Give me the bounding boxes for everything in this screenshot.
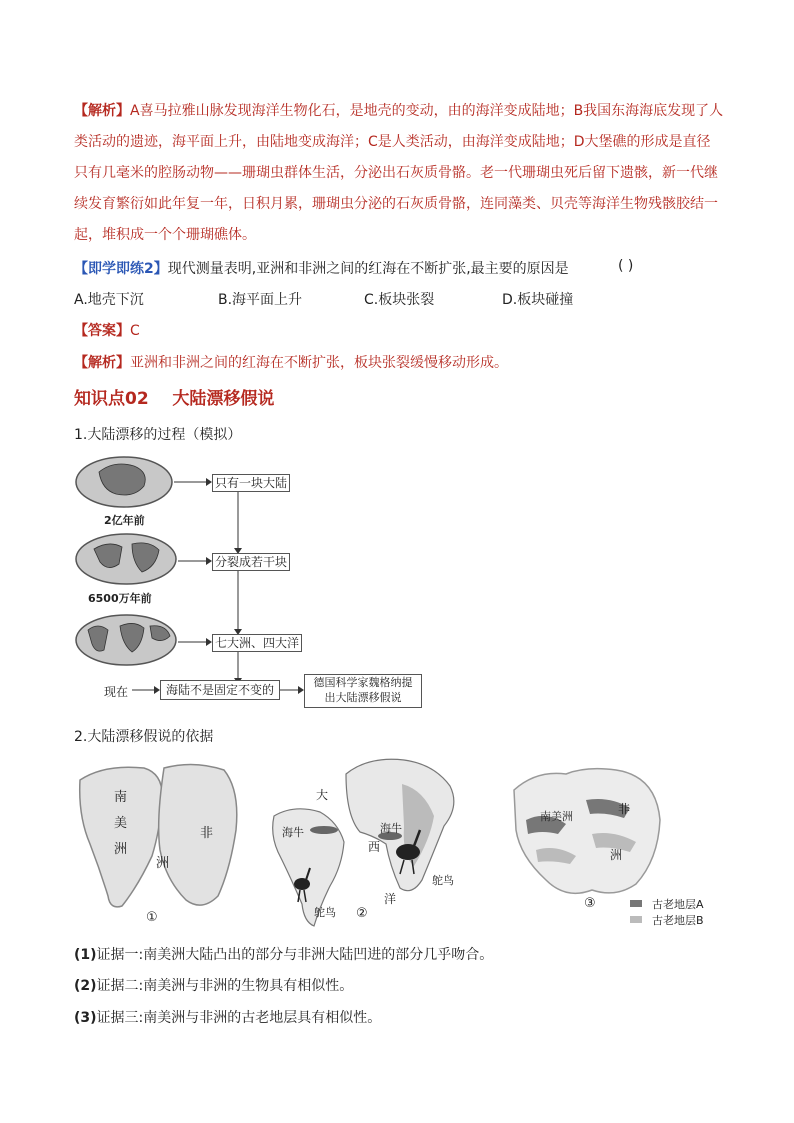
option-a: A.地壳下沉 bbox=[74, 292, 144, 308]
map-2-biology-evidence bbox=[264, 756, 464, 932]
evidence-1-text: 证据一:南美洲大陆凸出的部分与非洲大陆凹进的部分几乎吻合。 bbox=[96, 947, 494, 963]
map3-sa-label: 南美洲 bbox=[540, 810, 573, 823]
evidence-1-num: (1) bbox=[74, 947, 97, 963]
evidence-2-num: (2) bbox=[74, 978, 97, 994]
option-b: B.海平面上升 bbox=[218, 292, 303, 308]
item1-title: 1.大陆漂移的过程（模拟） bbox=[74, 427, 242, 443]
analysis-paragraph-1 bbox=[74, 96, 724, 251]
map-3-strata-evidence bbox=[506, 760, 720, 932]
wegener-line-2: 出大陆漂移假说 bbox=[324, 691, 402, 704]
map2-number: ② bbox=[356, 906, 368, 921]
analysis-tag-2: 【解析】 bbox=[74, 355, 130, 371]
map1-sa-char-2: 美 bbox=[114, 816, 128, 831]
analysis-tag: 【解析】 bbox=[74, 103, 130, 119]
evidence-1 bbox=[74, 944, 493, 964]
evidence-2 bbox=[74, 975, 353, 995]
manatee-left-icon bbox=[310, 826, 338, 834]
map1-sa-char-1: 南 bbox=[114, 790, 128, 805]
map2-ocean-char-1: 大 bbox=[316, 788, 329, 802]
map2-manatee-left-label: 海牛 bbox=[282, 826, 304, 839]
section-heading: 知识点02 大陆漂移假说 bbox=[74, 389, 275, 409]
legend-a-swatch bbox=[630, 900, 642, 907]
map2-ostrich-left-label: 鸵鸟 bbox=[314, 906, 336, 919]
legend-b-swatch bbox=[630, 916, 642, 923]
practice-question bbox=[74, 258, 724, 278]
evidence-3-num: (3) bbox=[74, 1010, 97, 1026]
answer-value: C bbox=[130, 323, 140, 339]
globe-1-label: 2亿年前 bbox=[104, 514, 145, 527]
box-seven-continents: 七大洲、四大洋 bbox=[212, 634, 302, 652]
map3-af-char-2: 洲 bbox=[610, 848, 623, 862]
map2-ocean-char-2: 西 bbox=[368, 840, 381, 854]
now-label: 现在 bbox=[104, 685, 129, 699]
drift-process-diagram bbox=[74, 452, 434, 712]
legend-b-label: 古老地层B bbox=[652, 914, 704, 927]
map1-sa-char-3: 洲 bbox=[114, 842, 128, 857]
map3-number: ③ bbox=[584, 896, 596, 911]
box-split: 分裂成若干块 bbox=[212, 553, 290, 571]
map2-manatee-right-label: 海牛 bbox=[380, 822, 402, 835]
analysis-text-2: 亚洲和非洲之间的红海在不断扩张，板块张裂缓慢移动形成。 bbox=[130, 355, 508, 371]
answer-line bbox=[74, 320, 140, 340]
map3-af-char-1: 非 bbox=[618, 802, 631, 816]
practice-tag: 【即学即练2】 bbox=[74, 261, 168, 277]
globe-present-icon bbox=[76, 615, 176, 665]
box-one-continent: 只有一块大陆 bbox=[212, 474, 290, 492]
item2-title: 2.大陆漂移假说的依据 bbox=[74, 729, 214, 745]
map-1-svg bbox=[74, 760, 244, 930]
option-d: D.板块碰撞 bbox=[502, 292, 574, 308]
map2-ostrich-right-label: 鸵鸟 bbox=[432, 874, 454, 887]
evidence-2-text: 证据二:南美洲与非洲的生物具有相似性。 bbox=[96, 978, 354, 994]
wegener-line-1: 德国科学家魏格纳提 bbox=[313, 676, 413, 689]
map2-ocean-char-3: 洋 bbox=[384, 892, 397, 906]
map1-af-char-1: 非 bbox=[200, 826, 214, 841]
globe-200m-icon bbox=[76, 457, 172, 507]
box-not-fixed: 海陆不是固定不变的 bbox=[160, 680, 280, 700]
legend-a-label: 古老地层A bbox=[652, 898, 704, 911]
analysis-text: A喜马拉雅山脉发现海洋生物化石，是地壳的变动，由的海洋变成陆地；B我国东海海底发现了人类活动的遗迹，海平面上升，由陆地变成海洋；C是人类活动，由海洋变成陆地；D大堡礁的形成是直径只有几毫米的腔肠动物——珊瑚虫群体生活，分泌出石灰质骨骼。老一代珊瑚虫死后留下遗骸，新一代继续发育繁衍如此年复一年，日积月累，珊瑚虫分泌的石灰质骨骼，连同藻类、贝壳等海洋生物残骸胶结一起，堆积成一个个珊瑚礁体。 bbox=[74, 103, 724, 243]
analysis-paragraph-2 bbox=[74, 352, 508, 372]
evidence-3-text: 证据三:南美洲与非洲的古老地层具有相似性。 bbox=[96, 1010, 382, 1026]
map-3-svg bbox=[506, 760, 666, 900]
map-1-coastline-fit bbox=[74, 760, 244, 930]
answer-bracket: ( ) bbox=[618, 258, 634, 274]
evidence-3 bbox=[74, 1007, 381, 1027]
box-wegener bbox=[304, 674, 422, 708]
map1-number: ① bbox=[146, 910, 158, 925]
globe-2-label: 6500万年前 bbox=[88, 592, 152, 605]
option-c: C.板块张裂 bbox=[364, 292, 435, 308]
practice-question-text: 现代测量表明,亚洲和非洲之间的红海在不断扩张,最主要的原因是 bbox=[167, 261, 569, 277]
answer-tag: 【答案】 bbox=[74, 323, 130, 339]
globe-65m-icon bbox=[76, 534, 176, 584]
map1-af-char-2: 洲 bbox=[156, 856, 170, 871]
